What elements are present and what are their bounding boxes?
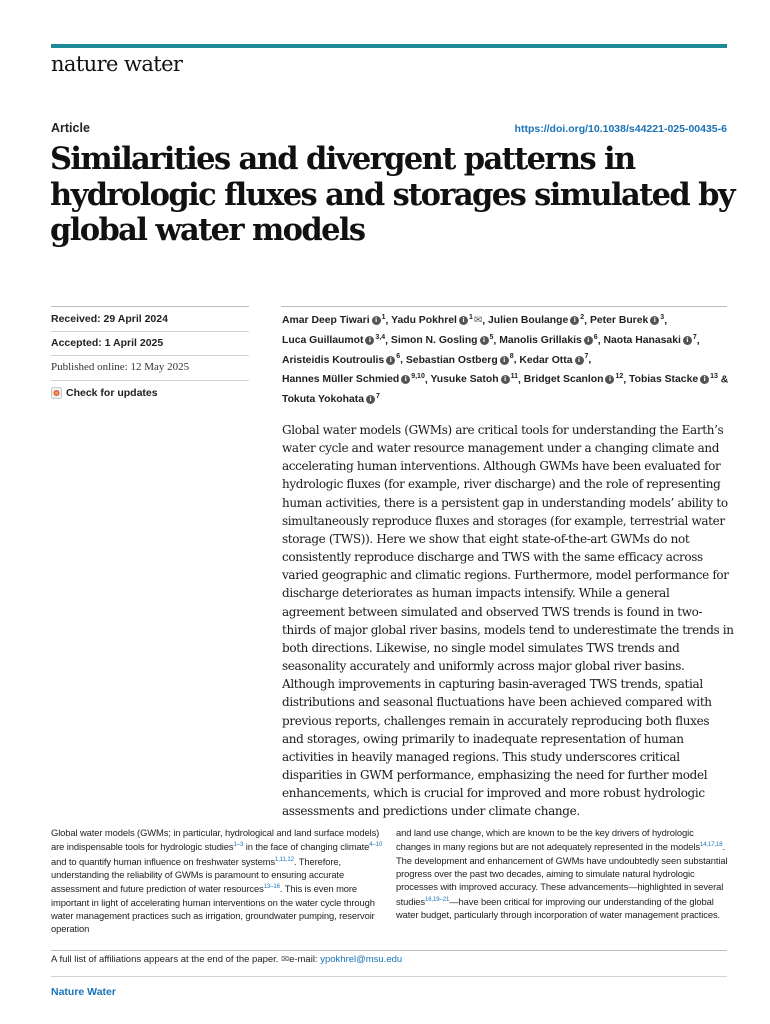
article-type-label: Article: [51, 121, 90, 135]
email-link[interactable]: ypokhrel@msu.edu: [320, 954, 403, 965]
body-text-column-1: [51, 826, 384, 936]
reference-link[interactable]: 13–16: [263, 884, 280, 891]
author-name[interactable]: [519, 355, 588, 366]
affiliation-number: 1: [381, 314, 386, 321]
check-updates-label: Check for updates: [66, 387, 158, 399]
author-name-text: Sebastian Ostberg: [405, 354, 498, 366]
check-updates-icon: [51, 387, 62, 399]
author-name[interactable]: [590, 315, 664, 326]
abstract: Global water models (GWMs) are critical tools for understanding the Earth’s water cycle and water resource management under a changing climate and accelerating human interventions. Although GWMs have been evaluated for hydrologic fluxes (for example, river discharge) and the role of representing human activities, there is a persistent gap in understanding models’ ability to simultaneously reproduce fluxes and storages (for example, terrestrial water storage (TWS)). Here we show that eight state-of-the-art GWMs do not consistently reproduce discharge and TWS with the same efficacy across varied geographic and climatic regions. Furthermore, model performance for discharge deteriorates as human impacts intensify. While a general agreement between simulated and observed TWS trends is found in two-thirds of major global river basins, models tend to underestimate the trends in both directions. Likewise, no single model simulates TWS trends and seasonality accurately and uniformly across major global river basins. Although improvements in capturing basin-averaged TWS trends, spatial distributions and seasonal fluctuations have been achieved compared with previous reports, challenges remain in accurately reproducing both fluxes and storages, owing primarily to inadequate representation of human activities in heavily managed regions. This study underscores critical disparities in GWM performance, emphasizing the need for further model enhancements, which is crucial for improved and more robust hydrologic assessments and predictions under climate change.: [282, 423, 734, 819]
orcid-icon[interactable]: i: [700, 375, 709, 384]
author-list: Amar Deep Tiwari i $^1$, Yadu Pokhrel i $^1$✉, Julien Boulange i $^2$, Peter Burek i $^3$, Luca Guillaumot i $^{3,4}$, Simon N. Gosling i $^5$, Manolis Grillakis i $^6$, Naota Hanasaki i $^7$, Aristeidis Koutroulis i $^6$, Sebastian Ostberg i $^8$, Kedar Otta i $^7$, Hannes Müller Schmied i $^{9,10}$, Yusuke Satoh i $^{11}$, Bridget Scanlon i $^{12}$, Tobias Stacke i $^{13}$ & Tokuta Yokohata i $^7$: [282, 314, 729, 406]
author-name[interactable]: [524, 374, 623, 385]
divider: [51, 331, 249, 332]
affiliation-number: 11: [510, 373, 518, 381]
body-text: Global water models (GWMs; in particular, hydrological and land surface models) are indispensable tools for hydrologic studies: [51, 827, 380, 853]
author-name-text: Yusuke Satoh: [430, 374, 499, 386]
published-date: Published online: 12 May 2025: [51, 361, 190, 373]
body-text: . Therefore, understanding the reliability of GWMs is paramount to ensuring accurate assessment and future prediction of water resources: [51, 855, 345, 895]
author-name[interactable]: [629, 374, 718, 385]
author-name-text: Manolis Grillakis: [499, 335, 582, 347]
affiliation-number: 2: [580, 314, 585, 321]
author-name-text: Peter Burek: [589, 315, 649, 327]
author-name-text: Naota Hanasaki: [603, 335, 681, 347]
body-text: . The development and enhancement of GWMs have undoubtedly seen substantial progress over the past two decades, aiming to simulate natural hydrologic processes with improved accuracy. These advancements—highlighted in several studies: [396, 841, 728, 907]
affiliation-number: 7: [692, 333, 697, 341]
divider: [51, 950, 727, 951]
divider: [51, 976, 727, 977]
affiliation-number: 8: [509, 353, 514, 361]
author-name[interactable]: [603, 335, 696, 346]
orcid-icon[interactable]: i: [683, 336, 692, 345]
footer-journal-link[interactable]: Nature Water: [51, 986, 116, 998]
author-name[interactable]: [282, 315, 386, 326]
orcid-icon[interactable]: i: [584, 336, 593, 345]
affiliation-number: 6: [396, 353, 401, 361]
body-text-column-2: [396, 826, 729, 921]
affiliation-number: 5: [489, 333, 494, 341]
affiliations-footnote: A full list of affiliations appears at the end of the paper. ✉e-mail: ypokhrel@msu.edu: [51, 954, 403, 965]
orcid-icon[interactable]: i: [570, 316, 579, 325]
author-name[interactable]: [282, 394, 380, 405]
accepted-date: Accepted: 1 April 2025: [51, 337, 164, 349]
author-name-text: Simon N. Gosling: [390, 335, 478, 347]
reference-link[interactable]: 16,19–21: [425, 896, 450, 903]
affiliation-number: 13: [710, 373, 718, 381]
divider: [51, 306, 249, 307]
author-name-text: Julien Boulange: [488, 315, 569, 327]
affiliation-number: 1: [468, 314, 473, 321]
mail-icon[interactable]: ✉: [473, 315, 483, 327]
orcid-icon[interactable]: i: [480, 336, 489, 345]
orcid-icon[interactable]: i: [365, 336, 374, 345]
affiliation-number: 6: [593, 333, 598, 341]
author-name[interactable]: [430, 374, 518, 385]
reference-link[interactable]: 1,11,12: [275, 856, 294, 863]
author-name-text: Hannes Müller Schmied: [282, 374, 400, 386]
author-name[interactable]: [282, 355, 400, 366]
author-name[interactable]: [499, 335, 597, 346]
orcid-icon[interactable]: i: [366, 395, 375, 404]
author-name[interactable]: [282, 374, 425, 385]
reference-link[interactable]: 4–10: [369, 842, 383, 849]
mail-icon: ✉: [281, 954, 290, 965]
author-name-text: Aristeidis Koutroulis: [282, 354, 385, 366]
doi-link[interactable]: https://doi.org/10.1038/s44221-025-00435-6: [514, 123, 727, 135]
orcid-icon[interactable]: i: [605, 375, 614, 384]
article-title: Similarities and divergent patterns in hydrologic fluxes and storages simulated by global water models: [50, 141, 735, 248]
author-name-text: Tobias Stacke: [629, 374, 699, 386]
reference-link[interactable]: 1–3: [233, 842, 244, 849]
author-name[interactable]: [391, 315, 482, 326]
received-date: Received: 29 April 2024: [51, 313, 168, 325]
divider: [51, 380, 249, 381]
affiliation-number: 12: [615, 373, 624, 381]
affiliation-number: 3: [660, 314, 665, 321]
author-name-text: Tokuta Yokohata: [282, 394, 364, 406]
divider: [51, 355, 249, 356]
author-name-text: Bridget Scanlon: [523, 374, 604, 386]
orcid-icon[interactable]: i: [650, 316, 659, 325]
body-text: and land use change, which are known to be the key drivers of hydrologic changes in many regions but are not adequately represented in the models: [396, 827, 700, 853]
body-text: in the face of changing climate: [243, 841, 370, 853]
author-name-text: Kedar Otta: [519, 354, 573, 366]
affiliation-number: 3,4: [375, 333, 386, 341]
author-name-text: Luca Guillaumot: [282, 335, 364, 347]
orcid-icon[interactable]: i: [372, 316, 381, 325]
journal-accent-bar: [51, 44, 727, 48]
journal-logo: nature water: [51, 52, 183, 76]
author-name[interactable]: [488, 315, 584, 326]
orcid-icon[interactable]: i: [401, 375, 410, 384]
body-text: . This is even more important in light of accelerating human interventions on the water cycle through water management practices such as irrigation, groundwater pumping, reservoir operation: [51, 883, 375, 935]
author-name-text: Yadu Pokhrel: [391, 315, 457, 327]
orcid-icon[interactable]: i: [459, 316, 468, 325]
affiliation-number: 9,10: [411, 373, 425, 381]
author-name[interactable]: [282, 335, 385, 346]
orcid-icon[interactable]: i: [500, 356, 509, 365]
orcid-icon[interactable]: i: [386, 356, 395, 365]
check-for-updates-button[interactable]: [51, 387, 158, 399]
author-name-text: Amar Deep Tiwari: [282, 315, 370, 327]
author-name[interactable]: [406, 355, 514, 366]
orcid-icon[interactable]: i: [501, 375, 510, 384]
affiliation-number: 7: [375, 392, 380, 400]
body-text: and to quantify human influence on freshwater systems: [51, 855, 275, 867]
reference-link[interactable]: 14,17,18: [699, 842, 723, 849]
divider: [281, 306, 727, 307]
affiliation-number: 7: [584, 353, 589, 361]
orcid-icon[interactable]: i: [575, 356, 584, 365]
body-text: —have been critical for improving our understanding of the global water budget, particularly through incorporation of water management practices.: [396, 895, 721, 921]
author-name[interactable]: [391, 335, 494, 346]
